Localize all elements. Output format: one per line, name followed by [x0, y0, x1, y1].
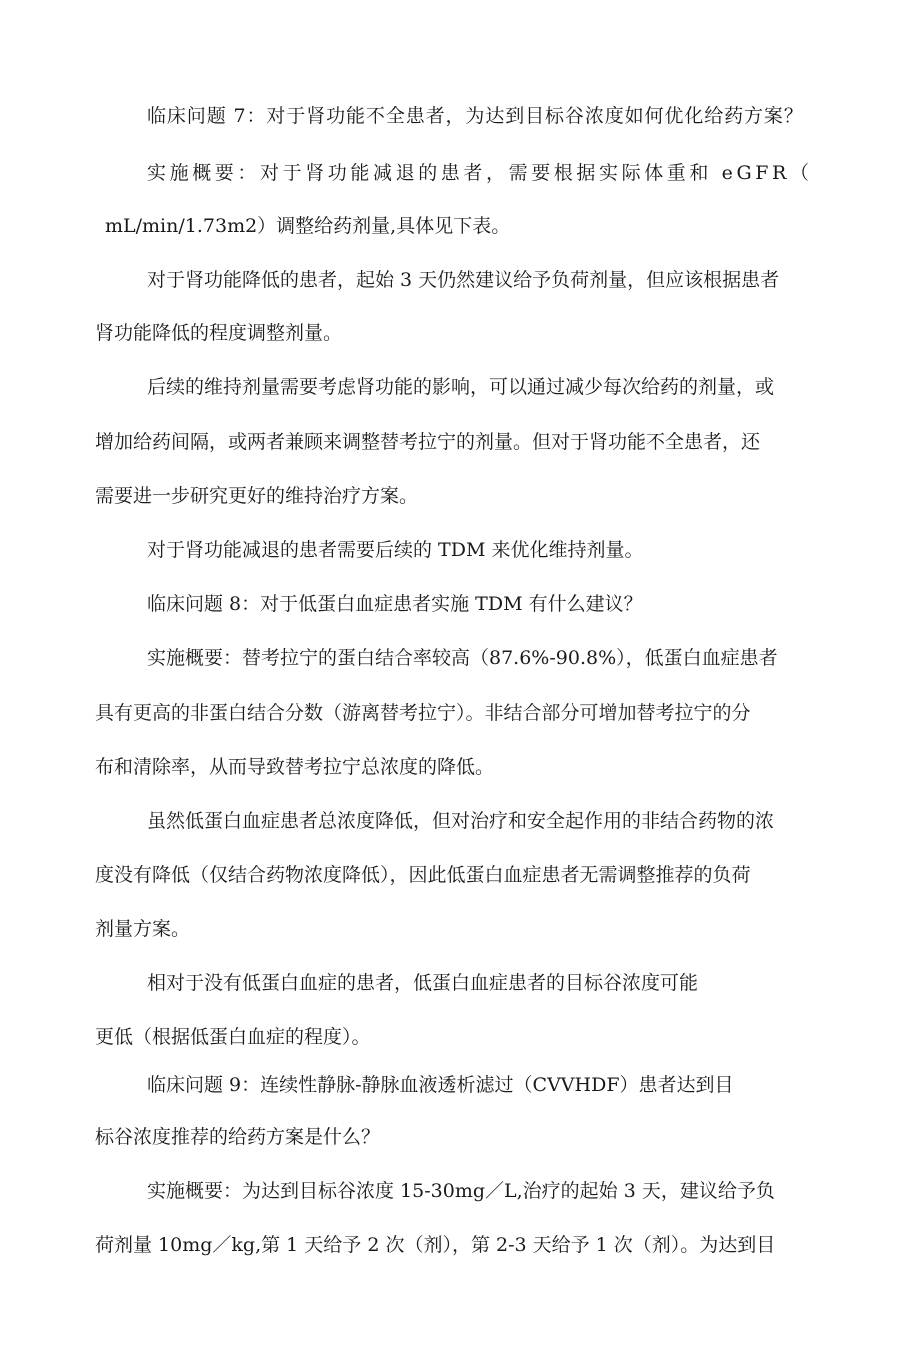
- paragraph-line: 实施概要：替考拉宁的蛋白结合率较高（87.6%-90.8%），低蛋白血症患者: [147, 647, 778, 669]
- paragraph-line: 实施概要：为达到目标谷浓度 15-30mg／L,治疗的起始 3 天，建议给予负: [147, 1180, 775, 1202]
- paragraph-line: 肾功能降低的程度调整剂量。: [95, 322, 343, 344]
- question-9-heading-continued: 标谷浓度推荐的给药方案是什么？: [95, 1126, 381, 1148]
- paragraph-line: 需要进一步研究更好的维持治疗方案。: [95, 485, 419, 507]
- paragraph-line: 荷剂量 10mg／kg,第 1 天给予 2 次（剂），第 2-3 天给予 1 次（剂）。为达到目: [95, 1234, 776, 1256]
- paragraph-line: 后续的维持剂量需要考虑肾功能的影响，可以通过减少每次给药的剂量，或: [147, 376, 775, 398]
- paragraph-line: 对于肾功能降低的患者，起始 3 天仍然建议给予负荷剂量，但应该根据患者: [147, 269, 780, 291]
- paragraph-line: 具有更高的非蛋白结合分数（游离替考拉宁）。非结合部分可增加替考拉宁的分: [95, 702, 751, 724]
- question-7-summary-line-2: mL/min/1.73m2）调整给药剂量,具体见下表。: [105, 215, 511, 237]
- question-7-summary-line-1: 实施概要：对于肾功能减退的患者，需要根据实际体重和 eGFR（: [147, 162, 813, 184]
- paragraph-line: 相对于没有低蛋白血症的患者，低蛋白血症患者的目标谷浓度可能: [147, 972, 699, 994]
- paragraph-line: 剂量方案。: [95, 918, 191, 940]
- question-8-heading: 临床问题 8：对于低蛋白血症患者实施 TDM 有什么建议？: [147, 593, 643, 615]
- paragraph-line: 增加给药间隔，或两者兼顾来调整替考拉宁的剂量。但对于肾功能不全患者，还: [95, 431, 761, 453]
- paragraph-line: 对于肾功能减退的患者需要后续的 TDM 来优化维持剂量。: [147, 539, 644, 561]
- paragraph-line: 更低（根据低蛋白血症的程度）。: [95, 1026, 371, 1048]
- paragraph-line: 虽然低蛋白血症患者总浓度降低，但对治疗和安全起作用的非结合药物的浓: [147, 810, 775, 832]
- question-9-heading: 临床问题 9：连续性静脉-静脉血液透析滤过（CVVHDF）患者达到目: [147, 1074, 734, 1096]
- question-7-heading: 临床问题 7：对于肾功能不全患者，为达到目标谷浓度如何优化给药方案？: [147, 105, 804, 127]
- paragraph-line: 布和清除率，从而导致替考拉宁总浓度的降低。: [95, 756, 495, 778]
- paragraph-line: 度没有降低（仅结合药物浓度降低），因此低蛋白血症患者无需调整推荐的负荷: [95, 864, 751, 886]
